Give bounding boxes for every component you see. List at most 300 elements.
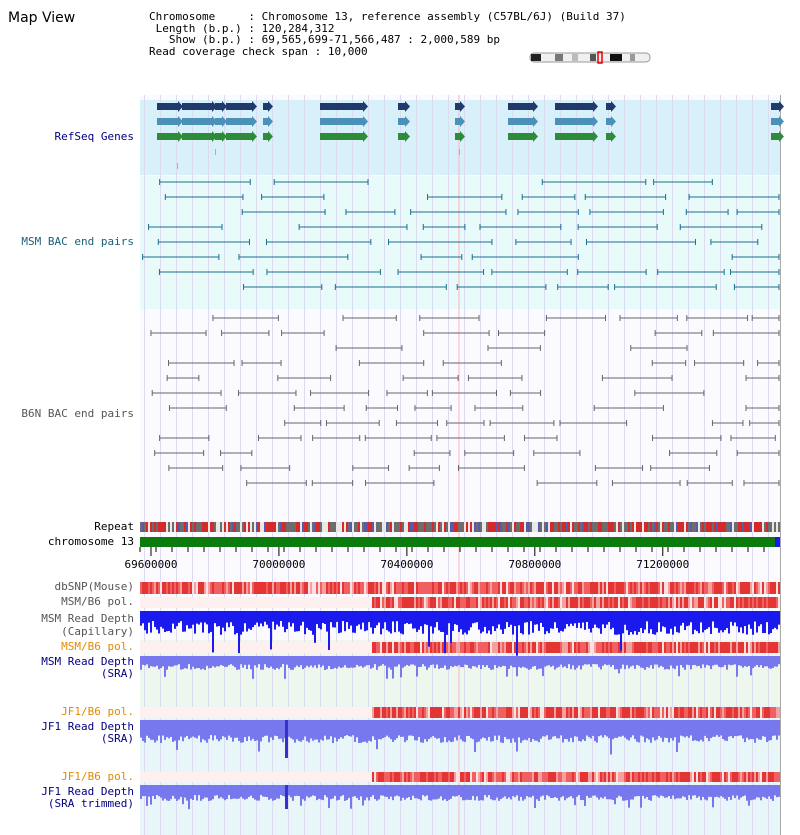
pol-cell: [570, 772, 572, 782]
dbsnp-cell: [490, 582, 492, 594]
msm-depth-cap-bar: [762, 611, 764, 633]
pol-cell: [734, 772, 736, 782]
pol-cell: [180, 707, 182, 718]
jf1-depth-trim-bar: [626, 785, 628, 800]
pol-cell: [758, 707, 760, 718]
pol-cell: [526, 597, 528, 608]
jf1-depth-trim-bar: [508, 785, 510, 797]
msm-depth-sra-bar: [722, 656, 724, 667]
pol-cell: [770, 642, 772, 653]
repeat-seg: [452, 522, 454, 532]
pol-cell: [660, 597, 662, 608]
pol-cell: [380, 642, 382, 653]
pol-cell: [322, 642, 324, 653]
msm-depth-sra-bar: [210, 656, 212, 668]
pol-cell: [302, 772, 304, 782]
dbsnp-cell: [324, 582, 326, 594]
label-jf1-b6-pol-trim: JF1/B6 pol.: [61, 770, 134, 783]
pol-cell: [194, 597, 196, 608]
jf1-depth-trim-bar: [172, 785, 174, 796]
msm-depth-cap-bar: [442, 611, 444, 632]
pol-cell: [708, 642, 710, 653]
jf1-depth-sra-bar: [332, 720, 334, 743]
dbsnp-cell: [696, 582, 698, 594]
msm-depth-sra-bar: [140, 656, 142, 670]
pol-cell: [198, 707, 200, 718]
pol-cell: [626, 707, 628, 718]
gene-block: [455, 118, 460, 125]
repeat-seg: [370, 522, 372, 532]
pol-cell: [166, 597, 168, 608]
msm-depth-cap-bar: [394, 611, 396, 632]
pol-cell: [686, 707, 688, 718]
pol-cell: [386, 597, 388, 608]
pol-cell: [664, 642, 666, 653]
pol-cell: [704, 597, 706, 608]
pol-cell: [498, 597, 500, 608]
jf1-depth-trim-bar: [216, 785, 218, 795]
pol-cell: [704, 642, 706, 653]
jf1-depth-trim-bar: [202, 785, 204, 799]
jf1-depth-trim-bar: [676, 785, 678, 798]
pol-cell: [396, 772, 398, 782]
repeat-seg: [764, 522, 766, 532]
pol-cell: [692, 642, 694, 653]
msm-depth-cap-bar: [572, 611, 574, 626]
jf1-depth-trim-bar: [298, 785, 300, 796]
repeat-seg: [746, 522, 748, 532]
jf1-depth-trim-bar: [758, 785, 760, 798]
pol-cell: [402, 642, 404, 653]
msm-depth-sra-bar: [546, 656, 548, 666]
pol-cell: [342, 597, 344, 608]
pol-cell: [216, 772, 218, 782]
jf1-depth-sra-bar: [758, 720, 760, 740]
jf1-depth-sra-bar: [312, 720, 314, 741]
msm-depth-sra-bar: [568, 656, 570, 664]
jf1-depth-sra-bar: [528, 720, 530, 738]
jf1-depth-sra-bar: [618, 720, 620, 737]
pol-cell: [406, 642, 408, 653]
repeat-track[interactable]: [140, 522, 780, 532]
repeat-seg: [464, 522, 466, 532]
msm-depth-sra-bar: [336, 656, 338, 669]
pol-cell: [634, 772, 636, 782]
jf1-depth-trim-bar: [180, 785, 182, 797]
pol-cell: [352, 642, 354, 653]
chromosome-ideogram[interactable]: [530, 52, 650, 63]
dbsnp-cell: [156, 582, 158, 594]
pol-cell: [598, 597, 600, 608]
pol-cell: [342, 707, 344, 718]
pol-cell: [338, 707, 340, 718]
pol-cell: [430, 597, 432, 608]
msm-depth-sra-bar: [370, 656, 372, 669]
repeat-seg: [386, 522, 388, 532]
msm-depth-cap-bar: [380, 611, 382, 634]
pol-cell: [262, 772, 264, 782]
pol-cell: [474, 772, 476, 782]
dbsnp-cell: [306, 582, 308, 594]
dbsnp-cell: [458, 582, 460, 594]
pol-cell: [158, 642, 160, 653]
dbsnp-cell: [244, 582, 246, 594]
pol-cell: [434, 772, 436, 782]
jf1-depth-trim-bar: [338, 785, 340, 800]
msm-depth-sra-bar: [614, 656, 616, 669]
msm-depth-sra-bar: [476, 656, 478, 667]
jf1-depth-sra-bar: [242, 720, 244, 742]
msm-depth-sra-bar: [600, 656, 602, 669]
jf1-depth-sra-bar: [158, 720, 160, 736]
pol-cell: [172, 642, 174, 653]
jf1-depth-trim-bar: [410, 785, 412, 800]
pol-cell: [312, 642, 314, 653]
pol-cell: [166, 642, 168, 653]
pol-cell: [206, 707, 208, 718]
msm-depth-cap-bar: [200, 611, 202, 622]
msm-depth-cap-bar: [376, 611, 378, 625]
pol-cell: [442, 597, 444, 608]
jf1-depth-sra-bar: [226, 720, 228, 740]
jf1-depth-sra-bar: [154, 720, 156, 743]
msm-depth-cap-bar: [266, 611, 268, 625]
jf1-depth-sra-bar: [760, 720, 762, 740]
msm-depth-sra-bar: [432, 656, 434, 665]
msm-depth-cap-bar: [342, 611, 344, 621]
dbsnp-cell: [232, 582, 234, 594]
jf1-depth-trim-bar: [324, 785, 326, 795]
jf1-depth-trim-bar: [514, 785, 516, 797]
msm-depth-cap-bar: [668, 611, 670, 634]
pol-cell: [510, 707, 512, 718]
pol-cell: [592, 707, 594, 718]
repeat-seg: [484, 522, 486, 532]
repeat-seg: [256, 522, 258, 532]
msm-depth-cap-bar: [234, 611, 236, 634]
pol-cell: [364, 642, 366, 653]
jf1-depth-trim-bar: [370, 785, 372, 797]
pol-cell: [326, 642, 328, 653]
pol-cell: [770, 597, 772, 608]
jf1-depth-sra-bar: [510, 720, 512, 743]
repeat-seg: [420, 522, 422, 532]
pol-cell: [496, 707, 498, 718]
pol-cell: [724, 642, 726, 653]
pol-cell: [234, 772, 236, 782]
msm-depth-cap-bar: [408, 611, 410, 624]
pol-cell: [630, 642, 632, 653]
pol-cell: [352, 707, 354, 718]
pol-cell: [202, 597, 204, 608]
pol-cell: [244, 597, 246, 608]
repeat-seg: [500, 522, 502, 532]
jf1-depth-sra-bar: [356, 720, 358, 737]
gene-block: [182, 103, 212, 110]
repeat-seg: [294, 522, 296, 532]
pol-cell: [776, 597, 778, 608]
jf1-depth-sra-bar: [776, 720, 778, 740]
pol-cell: [352, 772, 354, 782]
pol-cell: [344, 642, 346, 653]
pol-cell: [506, 597, 508, 608]
msm-depth-cap-bar: [676, 611, 678, 632]
repeat-seg: [236, 522, 238, 532]
pol-cell: [456, 707, 458, 718]
jf1-depth-sra-bar: [396, 720, 398, 738]
dbsnp-cell: [584, 582, 586, 594]
pol-cell: [142, 642, 144, 653]
jf1-depth-sra-bar: [558, 720, 560, 738]
msm-depth-cap-bar: [154, 611, 156, 627]
pol-cell: [450, 707, 452, 718]
dbsnp-cell: [764, 582, 766, 594]
pol-cell: [210, 597, 212, 608]
jf1-depth-trim-bar: [606, 785, 608, 799]
pol-cell: [198, 772, 200, 782]
pol-cell: [168, 772, 170, 782]
pol-cell: [422, 642, 424, 653]
repeat-seg: [208, 522, 210, 532]
dbsnp-cell: [294, 582, 296, 594]
repeat-seg: [660, 522, 662, 532]
jf1-depth-sra-bar: [234, 720, 236, 738]
pol-cell: [374, 642, 376, 653]
jf1-depth-trim-bar: [334, 785, 336, 796]
repeat-seg: [498, 522, 500, 532]
jf1-depth-sra-bar: [166, 720, 168, 737]
pol-cell: [170, 772, 172, 782]
pol-cell: [594, 772, 596, 782]
jf1-depth-sra-bar: [678, 720, 680, 743]
repeat-seg: [618, 522, 620, 532]
repeat-seg: [706, 522, 708, 532]
pol-cell: [218, 642, 220, 653]
jf1-depth-trim-bar: [218, 785, 220, 798]
msm-depth-cap-bar: [584, 611, 586, 630]
repeat-seg: [718, 522, 720, 532]
repeat-seg: [480, 522, 482, 532]
repeat-seg: [396, 522, 398, 532]
pol-cell: [294, 642, 296, 653]
pol-cell: [666, 772, 668, 782]
jf1-depth-sra-bar: [504, 720, 506, 737]
jf1-depth-sra-bar: [354, 720, 356, 742]
pol-cell: [600, 772, 602, 782]
msm-depth-sra-bar: [564, 656, 566, 666]
dbsnp-cell: [330, 582, 332, 594]
pol-cell: [776, 772, 778, 782]
pol-cell: [680, 772, 682, 782]
pol-cell: [656, 772, 658, 782]
dbsnp-cell: [216, 582, 218, 594]
msm-depth-sra-bar: [496, 656, 498, 668]
pol-cell: [696, 597, 698, 608]
jf1-depth-sra-bar: [352, 720, 354, 735]
msm-depth-sra-bar: [584, 656, 586, 664]
jf1-depth-sra-bar: [498, 720, 500, 736]
pol-cell: [496, 597, 498, 608]
pol-cell: [750, 642, 752, 653]
pol-cell: [174, 772, 176, 782]
msm-depth-sra-bar: [494, 656, 496, 665]
dbsnp-cell: [416, 582, 418, 594]
pol-cell: [722, 597, 724, 608]
msm-depth-sra-bar: [312, 656, 314, 667]
jf1-depth-trim-bar: [240, 785, 242, 797]
msm-depth-sra-bar: [500, 656, 502, 667]
jf1-depth-sra-bar: [320, 720, 322, 740]
msm-depth-cap-bar: [282, 611, 284, 627]
pol-cell: [686, 772, 688, 782]
msm-depth-cap-bar: [554, 611, 556, 622]
jf1-depth-trim-bar: [482, 785, 484, 801]
pol-cell: [726, 707, 728, 718]
repeat-seg: [622, 522, 624, 532]
dbsnp-cell: [574, 582, 576, 594]
pol-cell: [548, 642, 550, 653]
pol-cell: [240, 642, 242, 653]
jf1-depth-sra-bar: [450, 720, 452, 742]
pol-cell: [490, 642, 492, 653]
pol-cell: [230, 772, 232, 782]
repeat-seg: [318, 522, 320, 532]
jf1-depth-trim-bar: [566, 785, 568, 798]
repeat-seg: [302, 522, 304, 532]
dbsnp-cell: [380, 582, 382, 594]
repeat-seg: [756, 522, 758, 532]
msm-depth-sra-bar: [244, 656, 246, 665]
pol-cell: [652, 707, 654, 718]
jf1-depth-sra-bar: [594, 720, 596, 741]
dbsnp-cell: [548, 582, 550, 594]
pol-cell: [506, 642, 508, 653]
pol-cell: [222, 597, 224, 608]
dbsnp-cell: [656, 582, 658, 594]
repeat-seg: [308, 522, 310, 532]
dbsnp-cell: [674, 582, 676, 594]
jf1-depth-trim-bar: [446, 785, 448, 801]
pol-cell: [192, 642, 194, 653]
dbsnp-cell: [436, 582, 438, 594]
msm-depth-sra-bar: [486, 656, 488, 665]
jf1-depth-sra-bar: [240, 720, 242, 743]
msm-depth-cap-bar: [560, 611, 562, 631]
pol-cell: [566, 707, 568, 718]
msm-depth-cap-bar: [698, 611, 700, 633]
pol-cell: [630, 772, 632, 782]
msm-depth-sra-bar: [182, 656, 184, 669]
jf1-depth-sra-bar: [630, 720, 632, 737]
msm-depth-cap-bar: [456, 611, 458, 625]
pol-cell: [268, 642, 270, 653]
dbsnp-cell: [438, 582, 440, 594]
pol-cell: [770, 707, 772, 718]
jf1-depth-sra-bar: [658, 720, 660, 736]
pol-cell: [288, 772, 290, 782]
pol-cell: [160, 597, 162, 608]
pol-cell: [716, 772, 718, 782]
pol-cell: [562, 772, 564, 782]
pol-cell: [420, 707, 422, 718]
jf1-depth-sra-bar: [256, 720, 258, 740]
repeat-seg: [300, 522, 302, 532]
msm-depth-cap-bar: [564, 611, 566, 629]
jf1-depth-sra-bar: [310, 720, 312, 738]
pol-cell: [210, 642, 212, 653]
msm-depth-cap-bar: [330, 611, 332, 622]
repeat-seg: [674, 522, 676, 532]
jf1-depth-sra-bar: [344, 720, 346, 736]
pol-cell: [374, 597, 376, 608]
msm-depth-cap-bar: [692, 611, 694, 634]
pol-cell: [358, 707, 360, 718]
repeat-seg: [672, 522, 674, 532]
pol-cell: [292, 772, 294, 782]
jf1-depth-trim-bar: [692, 785, 694, 796]
pol-cell: [662, 642, 664, 653]
jf1-depth-sra-bar: [144, 720, 146, 743]
pol-cell: [336, 772, 338, 782]
jf1-depth-trim-bar: [158, 785, 160, 796]
pol-cell: [766, 707, 768, 718]
msm-depth-cap-bar: [478, 611, 480, 630]
pol-cell: [730, 597, 732, 608]
pol-cell: [482, 597, 484, 608]
pol-cell: [250, 772, 252, 782]
repeat-seg: [286, 522, 288, 532]
repeat-seg: [502, 522, 504, 532]
pol-cell: [366, 707, 368, 718]
jf1-depth-sra-bar: [190, 720, 192, 738]
dbsnp-cell: [610, 582, 612, 594]
msm-depth-sra-bar: [760, 656, 762, 665]
pol-cell: [168, 707, 170, 718]
pol-cell: [570, 642, 572, 653]
msm-depth-cap-bar: [144, 611, 146, 630]
msm-depth-cap-bar: [516, 611, 518, 656]
pol-cell: [434, 597, 436, 608]
pol-cell: [500, 772, 502, 782]
pol-cell: [378, 707, 380, 718]
pol-cell: [716, 707, 718, 718]
dbsnp-cell: [400, 582, 402, 594]
pol-cell: [600, 642, 602, 653]
pol-cell: [330, 707, 332, 718]
jf1-depth-trim-bar: [174, 785, 176, 799]
msm-depth-sra-bar: [404, 656, 406, 666]
pol-cell: [452, 597, 454, 608]
pol-cell: [358, 597, 360, 608]
pol-cell: [526, 772, 528, 782]
dbsnp-cell: [536, 582, 538, 594]
dbsnp-cell: [144, 582, 146, 594]
jf1-depth-sra-bar: [400, 720, 402, 737]
jf1-depth-sra-bar: [660, 720, 662, 738]
pol-cell: [448, 597, 450, 608]
repeat-seg: [566, 522, 568, 532]
pol-cell: [186, 707, 188, 718]
pol-cell: [580, 707, 582, 718]
gene-block: [215, 118, 222, 125]
pol-cell: [678, 597, 680, 608]
pol-cell: [672, 597, 674, 608]
msm-depth-sra-bar: [728, 656, 730, 665]
pol-cell: [578, 597, 580, 608]
pol-cell: [388, 597, 390, 608]
dbsnp-cell: [228, 582, 230, 594]
pol-cell: [486, 707, 488, 718]
